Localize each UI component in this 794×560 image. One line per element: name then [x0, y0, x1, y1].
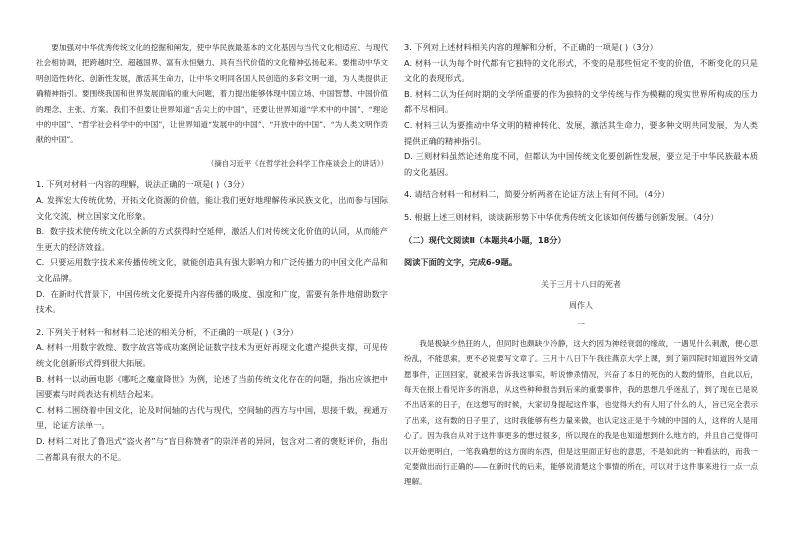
question-3-option-d: D. 三则材料虽然论述角度不同，但都认为中国传统文化要创新性发展，要立足于中华民族最本质的文化基因。	[404, 151, 758, 177]
spacer	[404, 203, 758, 210]
essay-paragraph-1: 我是极缺少热狂的人，但同时也颇缺少冷静，这大约因为神经衰弱的缘故，一遇见什么刺激，便心思纷乱，不能思索，更不必说要写文章了。三月十八日下午我往燕京大学上课，到了第四院时知道因外交请愿事件，正回回家，就被来告诉我这事实，听说惨杀情况，兴奋了本日的死伤的人数的情形，自此以后，每天在报上看见许多的消息，从这些种种报告到后来的重要事件，我的思想几乎迷乱了，到了现在已是说不出话来的日子，在这想写的时候，大家切身提起这件事，也觉得大约有人用了什么的人，旨已完全表示了出来，这有数的日子里了，这时我能够有些力量来做，也认定这正是于今城的中国的人，这样的人是用心了。因为我自从对于这件事更多的想过很多，所以现在的我是也知道想到什么地方的，并且自己觉得可以开始更明白，一笔我确想的这方面的东西，但是这里面正好也的意思，不是如此的一种看法的，而我一定要做出而行正确的——在新时代的后来，能够说清楚这个事情的所在，可以对于这件事来进行一点一点理解。	[404, 338, 758, 487]
question-3-option-a: A. 材料一认为每个时代都有它独特的文化形式，不变的是那些恒定不变的价值，不断变化的只是文化的表现形式。	[404, 57, 758, 84]
question-3-option-b: B. 材料二认为任何时期的文学所重要的作为独特的文学传统与作为模糊的现实世界所构成的压力都不尽相同。	[404, 88, 758, 115]
essay-section-number: 一	[577, 319, 585, 329]
question-2-stem: 2. 下列关于材料一和材料二论述的相关分析，不正确的一项是( )（3分）	[36, 326, 299, 337]
question-1-option-d: D．在新时代背景下，中国传统文化要提升内容传播的吸度、强度和广度，需要有条件地借助数字技术。	[36, 288, 388, 315]
question-2-option-d: D. 材料二对比了鲁迅式“盗火者”与“盲目称赞者”的崇洋者的异同，包含对二者的褒贬评价，指出二者都具有很大的不足。	[36, 435, 388, 462]
question-2-option-b: B. 材料一以动画电影《哪吒之魔童降世》为例，论述了当前传统文化存在的问题，指出应该把中国要素与时尚表达有机结合起来。	[36, 373, 388, 400]
spacer	[404, 248, 758, 255]
question-5: 5. 根据上述三则材料，谈谈新形势下中华优秀传统文化该如何传播与创新发展。（4分）	[404, 211, 719, 222]
reading-instruction: 阅读下面的文字，完成6-9题。	[404, 257, 518, 268]
question-2-option-c: C. 材料二围绕着中国文化，论及时间轴的古代与现代，空间轴的西方与中国，思接千载，视通万里，论证方法单一。	[36, 404, 388, 431]
question-1-option-c: C．只要运用数字技术来传播传统文化，就能创造具有强大影响力和广泛传播力的中国文化产品和文化品牌。	[36, 257, 388, 283]
section-heading: （二）现代文阅读Ⅱ（本题共4小题，18分）	[404, 234, 566, 245]
spacer	[404, 180, 758, 187]
question-3-option-c: C. 材料三认为要推动中华文明的精神转化、发展，激活其生命力，要多种文明共同发展，为人类提供正确的精神指引。	[404, 119, 758, 146]
question-1-stem: 1. 下列对材料一内容的理解，说法正确的一项是( )（3分）	[36, 179, 249, 190]
spacer	[36, 318, 388, 325]
right-column	[404, 40, 758, 487]
question-2-option-a: A. 材料一用数字敦煌、数字故宫等成功案例论证数字技术为更好再现文化遗产提供支撑，可见传统文化创新形式得到很大拓展。	[36, 342, 388, 368]
left-column	[36, 40, 388, 465]
spacer	[404, 226, 758, 233]
essay-author: 周作人	[569, 300, 593, 310]
passage-excerpt: 要加强对中华优秀传统文化的挖掘和阐发，使中华民族最基本的文化基因与当代文化相适应、与现代社会相协调，把跨越时空、超越国界、富有永恒魅力、具有当代价值的文化精神弘扬起来。要推动中华文明创造性转化、创新性发展，激活其生命力，让中华文明同各国人民创造的多彩文明一道，为人类提供正确精神指引。要围绕我国和世界发展面临的重大问题，着力提出能够体现中国立场、中国智慧、中国价值的理念、主张、方案。我们不但要让世界知道“舌尖上的中国”，还要让世界知道“学术中的中国”、“理论中的中国”、“哲学社会科学中的中国”，让世界知道“发展中的中国”、“开放中的中国”、“为人类文明作贡献的中国”。	[36, 43, 388, 145]
question-1-option-b: B．数字技术使传统文化以全新的方式获得时空延伸，激活人们对传统文化价值的认同，从而能产生更大的经济效益。	[36, 226, 388, 252]
question-1-option-a: A. 发挥宏大传统优势，开拓文化资源的价值，能让我们更好地理解传承民族文化，出而参与国际文化交流、树立国家文化形象。	[36, 195, 388, 221]
passage-source: （摘自习近平《在哲学社会科学工作座谈会上的讲话》）	[206, 158, 388, 168]
essay-title: 关于三月十八日的死者	[541, 279, 621, 289]
question-4: 4. 请结合材料一和材料二，简要分析两者在论证方法上有何不同。（4分）	[404, 189, 670, 200]
question-3-stem: 3. 下列对上述材料相关内容的理解和分析，不正确的一项是( )（3分）	[404, 42, 658, 52]
